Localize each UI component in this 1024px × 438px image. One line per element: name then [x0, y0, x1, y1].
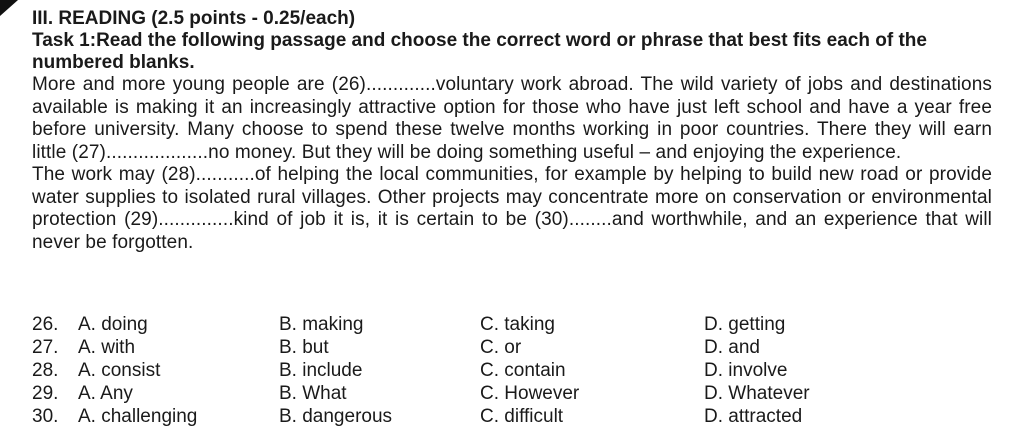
option-c: C. or [480, 337, 522, 358]
option-d: D. and [704, 337, 760, 358]
option-a: A. consist [78, 360, 161, 381]
option-b: B. What [279, 383, 347, 404]
option-d: D. involve [704, 360, 788, 381]
option-a: A. challenging [78, 406, 198, 427]
question-number: 30. [32, 406, 59, 427]
question-number: 28. [32, 360, 59, 381]
option-d: D. getting [704, 314, 786, 335]
option-c: C. taking [480, 314, 555, 335]
question-row [32, 359, 992, 382]
question-row [32, 382, 992, 405]
answer-options-list [32, 313, 992, 428]
question-row [32, 313, 992, 336]
option-c: C. However [480, 383, 580, 404]
option-a: A. with [78, 337, 136, 358]
page-corner-fold [0, 0, 18, 16]
task-instruction: Task 1:Read the following passage and choose the correct word or phrase that best fits each of the numbered blanks. [32, 30, 927, 73]
option-b: B. but [279, 337, 329, 358]
question-number: 26. [32, 314, 59, 335]
question-number: 29. [32, 383, 59, 404]
option-b: B. making [279, 314, 364, 335]
passage-paragraph-1: More and more young people are (26).............voluntary work abroad. The wild variety of jobs and destinations available is making it an increasingly attractive option for those who have just left school and have a year free before university. Many choose to spend these twelve months working in poor countries. There they will earn little (27)...................no money. But they will be doing something useful – and enjoying the experience. [32, 74, 992, 163]
option-d: D. attracted [704, 406, 803, 427]
option-a: A. doing [78, 314, 148, 335]
option-c: C. contain [480, 360, 566, 381]
option-b: B. dangerous [279, 406, 393, 427]
passage-paragraph-2: The work may (28)...........of helping the local communities, for example by helping to build new road or provide water supplies to isolated rural villages. Other projects may concentrate more on conservation or environmental protection (29)..............kind of job it is, it is certain to be (30)........and worthwhile, and an experience that will never be forgotten. [32, 164, 992, 253]
option-a: A. Any [78, 383, 133, 404]
reading-section [32, 8, 992, 254]
question-row [32, 405, 992, 428]
option-c: C. difficult [480, 406, 564, 427]
option-d: D. Whatever [704, 383, 810, 404]
section-heading: III. READING (2.5 points - 0.25/each) [32, 8, 356, 29]
question-row [32, 336, 992, 359]
option-b: B. include [279, 360, 363, 381]
question-number: 27. [32, 337, 59, 358]
